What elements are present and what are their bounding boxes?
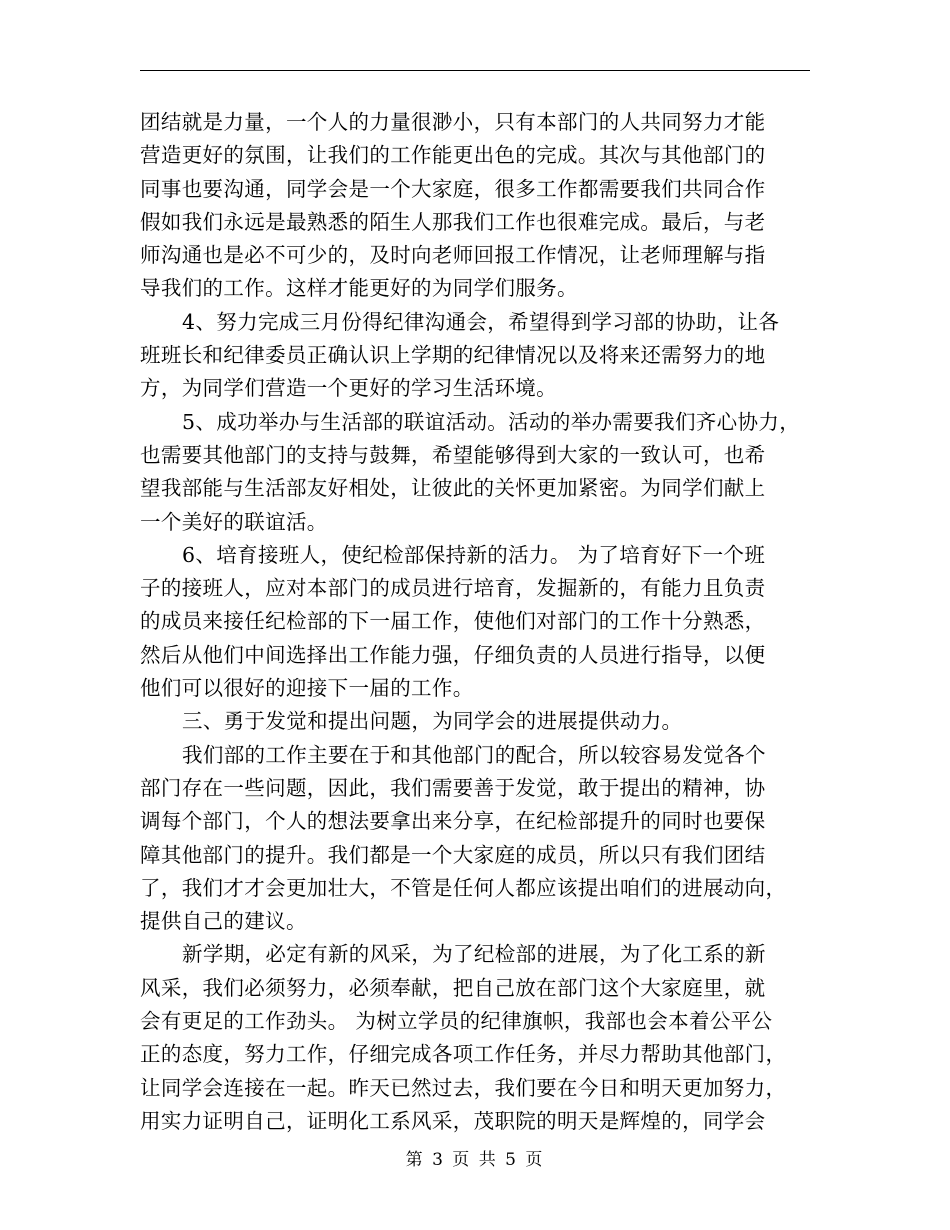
text-line: 望我部能与生活部友好相处，让彼此的关怀更加紧密。为同学们献上 [140,476,766,501]
text-line: 调每个部门，个人的想法要拿出来分享，在纪检部提升的同时也要保 [140,809,766,834]
text-line: 提供自己的建议。 [140,909,307,934]
text-line: 也需要其他部门的支持与鼓舞，希望能够得到大家的一致认可，也希 [140,442,766,467]
text-line: 新学期，必定有新的风采，为了纪检部的进展，为了化工系的新 [182,942,766,967]
text-line: 部门存在一些问题，因此，我们需要善于发觉，敢于提出的精神，协 [140,775,766,800]
text-line: 6、培育接班人，使纪检部保持新的活力。 为了培育好下一个班 [182,542,766,567]
text-line: 会有更足的工作劲头。 为树立学员的纪律旗帜，我部也会本着公平公 [140,1009,773,1034]
text-line: 障其他部门的提升。我们都是一个大家庭的成员，所以只有我们团结 [140,842,766,867]
text-line: 导我们的工作。这样才能更好的为同学们服务。 [140,276,578,301]
header-rule [140,70,810,71]
text-line: 团结就是力量，一个人的力量很渺小，只有本部门的人共同努力才能 [140,110,766,134]
text-line: 一个美好的联谊活。 [140,509,328,534]
text-line: 班班长和纪律委员正确认识上学期的纪律情况以及将来还需努力的地 [140,343,766,368]
text-line: 假如我们永远是最熟悉的陌生人那我们工作也很难完成。最后，与老 [140,209,766,234]
text-line: 正的态度，努力工作，仔细完成各项工作任务，并尽力帮助其他部门， [140,1042,787,1067]
text-line: 4、努力完成三月份得纪律沟通会，希望得到学习部的协助，让各 [182,309,780,334]
text-line: 用实力证明自己，证明化工系风采，茂职院的明天是辉煌的，同学会 [140,1108,766,1133]
text-line: 同事也要沟通，同学会是一个大家庭，很多工作都需要我们共同合作 [140,176,766,201]
text-line: 风采，我们必须努力，必须奉献，把自己放在部门这个大家庭里，就 [140,975,766,1000]
text-line: 三、勇于发觉和提出问题，为同学会的进展提供动力。 [182,709,683,734]
text-line: 营造更好的氛围，让我们的工作能更出色的完成。其次与其他部门的 [140,143,766,168]
text-line: 然后从他们中间选择出工作能力强，仔细负责的人员进行指导，以便 [140,642,766,667]
page-footer: 第 3 页 共 5 页 [405,1150,545,1170]
text-line: 子的接班人，应对本部门的成员进行培育，发掘新的，有能力且负责 [140,576,766,601]
text-line: 5、成功举办与生活部的联谊活动。活动的举办需要我们齐心协力， [182,409,801,434]
text-line: 方，为同学们营造一个更好的学习生活环境。 [140,376,557,401]
text-line: 师沟通也是必不可少的，及时向老师回报工作情况，让老师理解与指 [140,243,766,268]
text-line: 他们可以很好的迎接下一届的工作。 [140,676,474,701]
text-line: 让同学会连接在一起。昨天已然过去，我们要在今日和明天更加努力， [140,1075,787,1100]
text-line: 了，我们才才会更加壮大，不管是任何人都应该提出咱们的进展动向， [140,875,787,900]
text-line: 我们部的工作主要在于和其他部门的配合，所以较容易发觉各个 [182,742,766,767]
text-line: 的成员来接任纪检部的下一届工作，使他们对部门的工作十分熟悉， [140,609,766,634]
document-body [140,106,820,1138]
